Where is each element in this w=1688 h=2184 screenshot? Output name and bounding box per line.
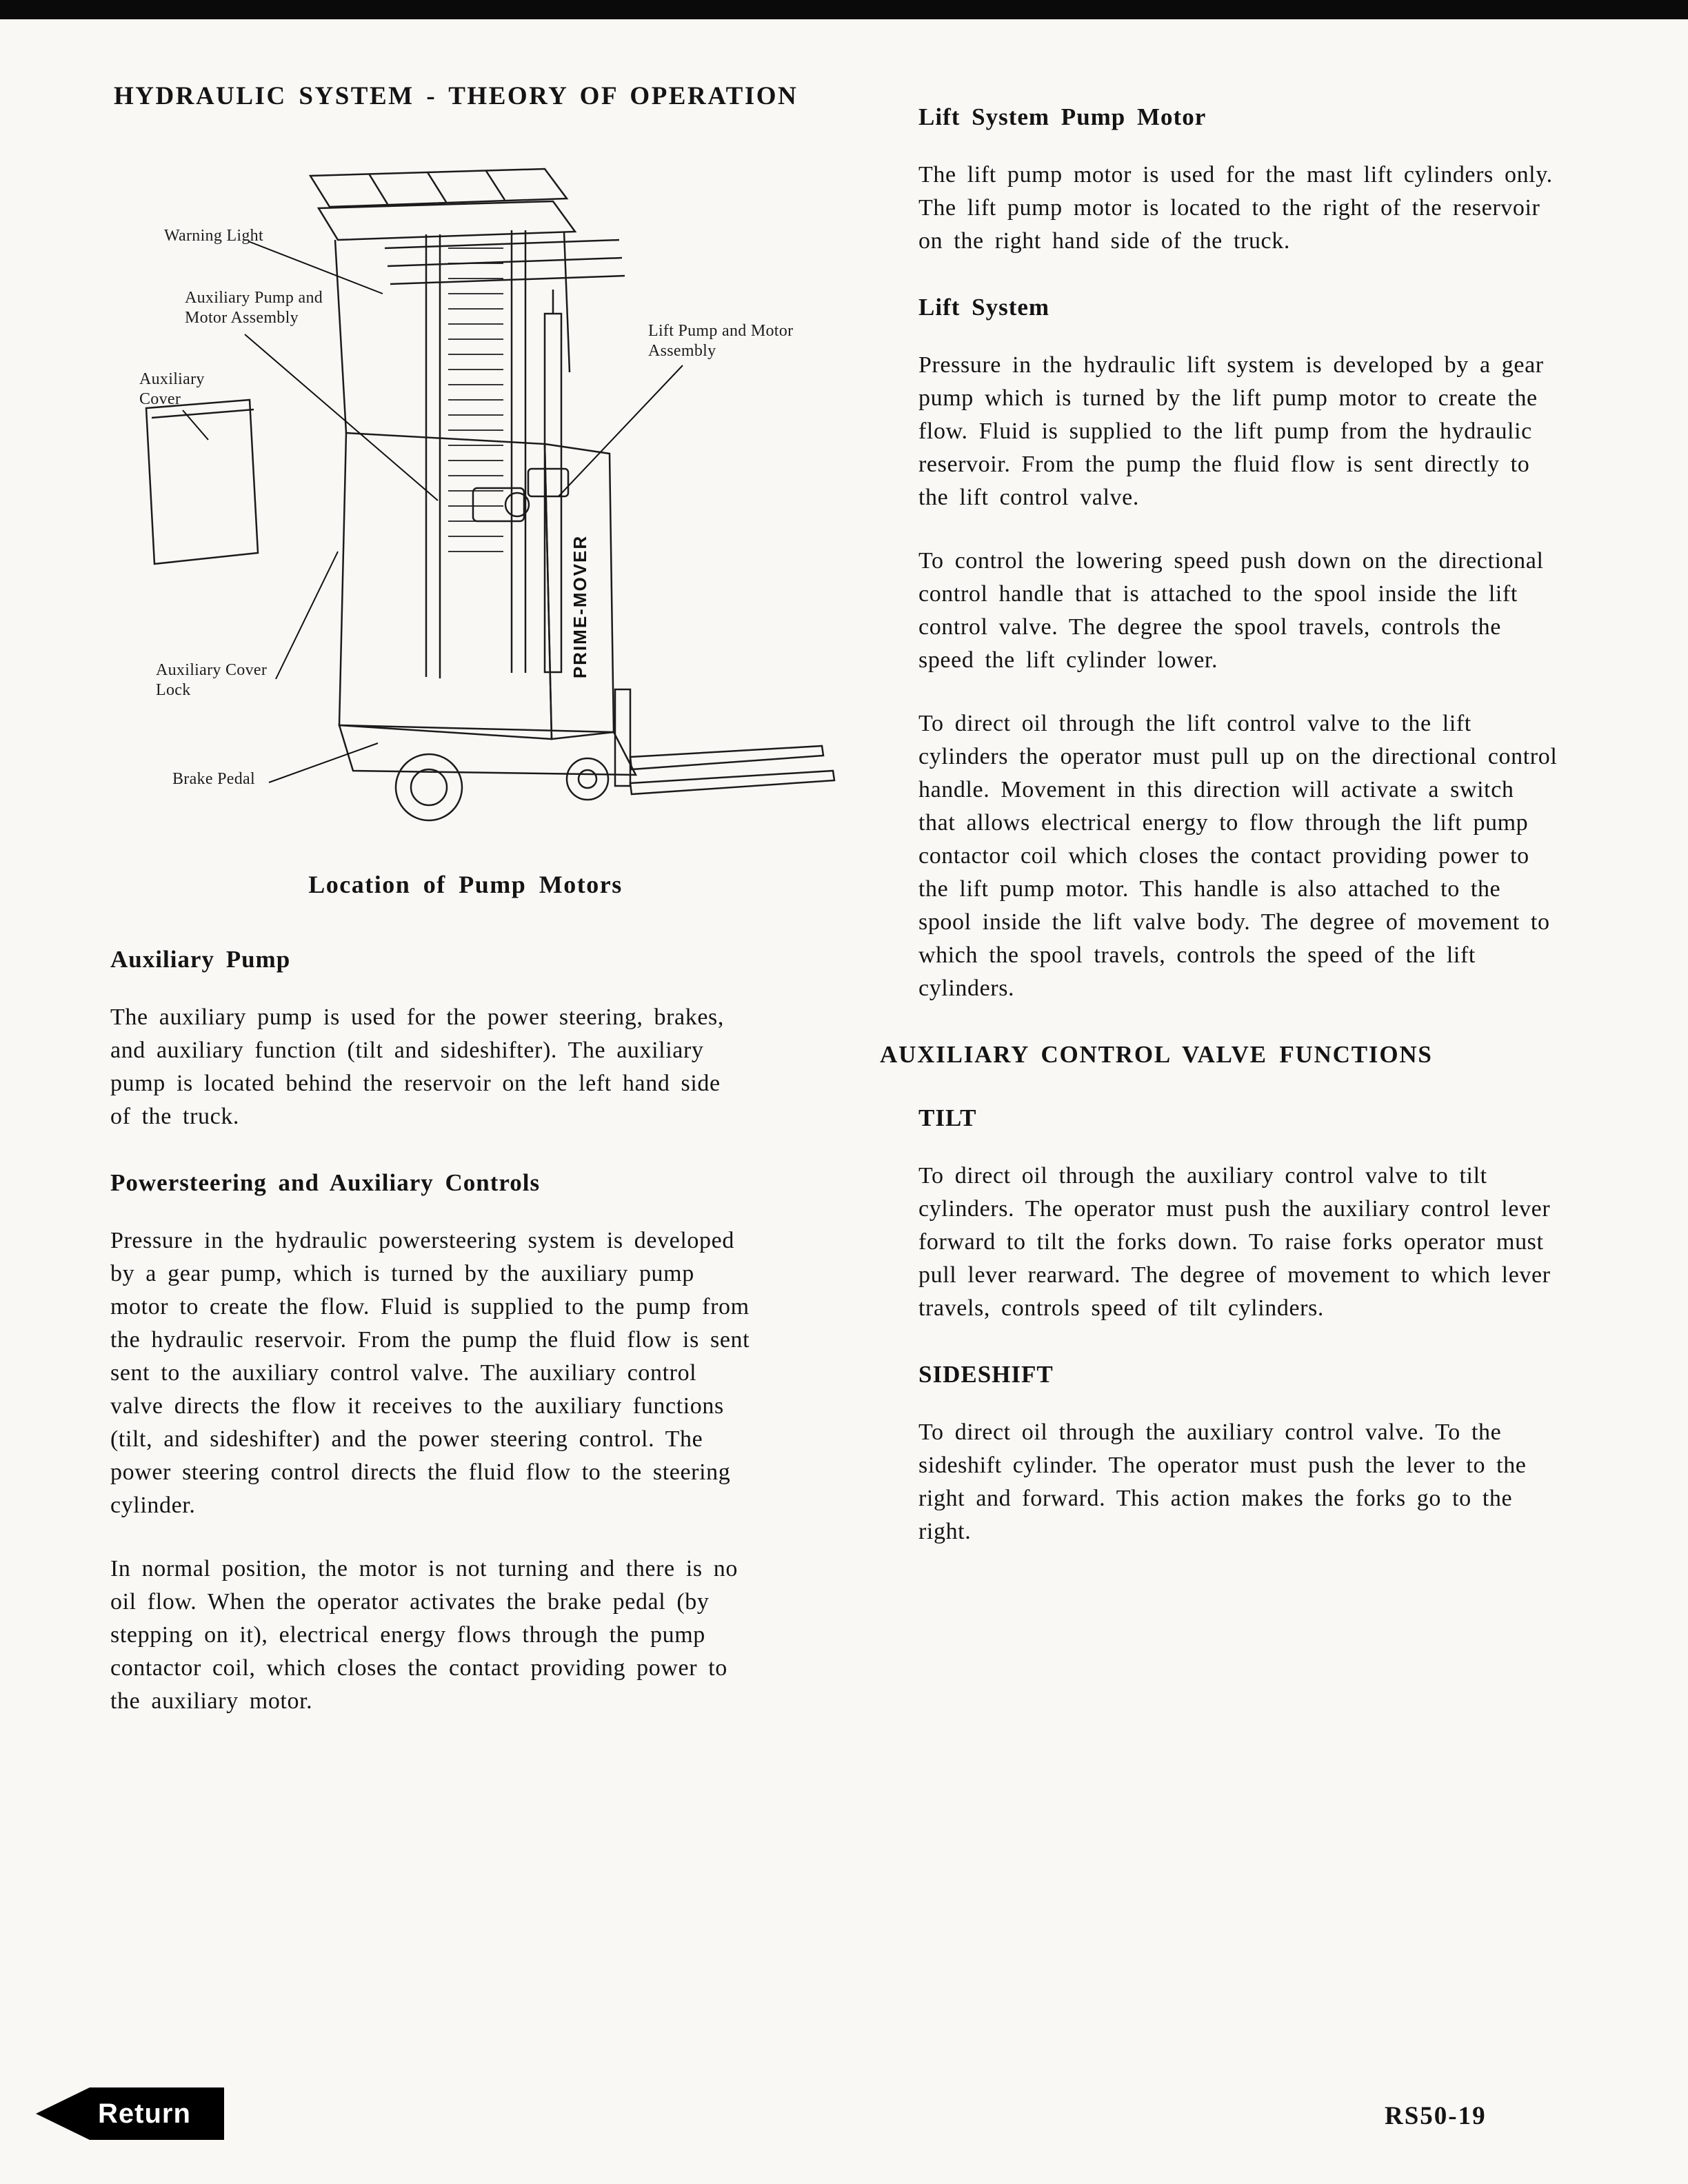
paragraph: Pressure in the hydraulic powersteering system is developed by a gear pump, which is turned by the auxiliary pump motor to create the flow. Fluid is supplied to the pump from the hydraulic reservoir. From the pump the fluid flow is sent sent to the auxiliary control valve. The auxiliary control valve directs the flow it receives to the auxiliary functions (tilt, and sideshifter) and the power steering control. The power steering control directs the fluid flow to the steering cylinder. (110, 1228, 750, 1518)
paragraph: To control the lowering speed push down on the directional control handle that is attached to the spool inside the lift control valve. The degree the spool travels, controls the speed the lift cylinder lower. (918, 548, 1544, 673)
figure-label-aux-cover-lock: Auxiliary Cover Lock (156, 661, 268, 699)
paragraph: To direct oil through the auxiliary control valve. To the sideshift cylinder. The operator must push the lever to the right and forward. This action makes the forks go to the right. (918, 1419, 1527, 1544)
paragraph: The lift pump motor is used for the mast lift cylinders only. The lift pump motor is located to the right of the reservoir on the right hand side of the truck. (918, 162, 1553, 254)
figure-label-warning-light: Warning Light (164, 227, 263, 245)
figure-brand-text: PRIME-MOVER (570, 534, 590, 679)
return-arrow-icon (36, 2087, 90, 2140)
figure-label-brake-pedal: Brake Pedal (172, 770, 255, 788)
heading-sideshift: SIDESHIFT (918, 1361, 1054, 1388)
figure-label-auxiliary-pump: Auxiliary Pump and Motor Assembly (185, 289, 323, 327)
heading-auxiliary-control-valve-functions: AUXILIARY CONTROL VALVE FUNCTIONS (880, 1041, 1433, 1068)
paragraph: The auxiliary pump is used for the power steering, brakes, and auxiliary function (tilt and sideshifter). The auxiliary pump is located behind the reservoir on the left hand side of the truck. (110, 1004, 724, 1129)
left-column (110, 946, 752, 1748)
figure-caption: Location of Pump Motors (308, 871, 623, 898)
heading-powersteering-controls: Powersteering and Auxiliary Controls (110, 1169, 541, 1196)
heading-auxiliary-pump: Auxiliary Pump (110, 946, 291, 973)
page-reference: RS50-19 (1385, 2102, 1487, 2130)
heading-tilt: TILT (918, 1104, 977, 1131)
heading-lift-system: Lift System (918, 294, 1050, 321)
figure-label-auxiliary-cover: Auxiliary Cover (139, 370, 205, 408)
heading-lift-system-pump-motor: Lift System Pump Motor (918, 103, 1207, 130)
figure-label-lift-pump: Lift Pump and Motor Assembly (648, 322, 794, 360)
figure-location-of-pump-motors (103, 165, 876, 903)
right-column (880, 103, 1560, 1579)
scan-edge-artifact (0, 0, 1688, 19)
page-title: HYDRAULIC SYSTEM - THEORY OF OPERATION (114, 82, 798, 110)
paragraph: To direct oil through the auxiliary control valve to tilt cylinders. The operator must push the auxiliary control lever forward to tilt the forks down. To raise forks operator must pull lever rearward. The degree of movement to which lever travels, controls speed of tilt cylinders. (918, 1163, 1551, 1321)
paragraph: Pressure in the hydraulic lift system is developed by a gear pump which is turned by the lift pump motor to create the flow. Fluid is supplied to the lift pump from the hydraulic reservoir. From the pump the fluid flow is sent directly to the lift control valve. (918, 352, 1544, 510)
paragraph: In normal position, the motor is not turning and there is no oil flow. When the operator activates the brake pedal (by stepping on it), electrical energy flows through the pump contactor coil, which closes the contact providing power to the auxiliary motor. (110, 1556, 738, 1714)
return-label: Return (98, 2098, 191, 2129)
paragraph: To direct oil through the lift control valve to the lift cylinders the operator must pull up on the directional control handle. Movement in this direction will activate a switch that allows electrical energy to flow through the lift pump contactor coil which closes the contact providing power to the lift pump motor. This handle is also attached to the spool inside the lift valve body. The degree of movement to which the spool travels, controls the speed of the lift cylinders. (918, 711, 1558, 1001)
forklift-illustration (103, 165, 876, 903)
return-button[interactable] (36, 2087, 224, 2140)
